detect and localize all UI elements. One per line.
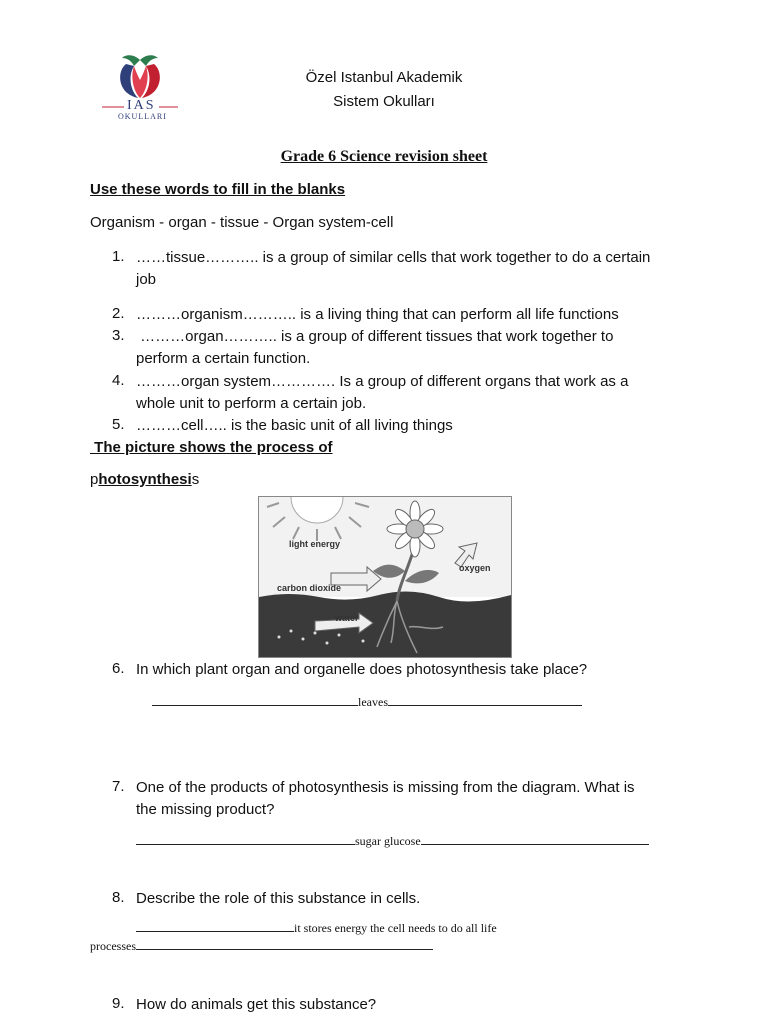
item-number: 1. [112,248,125,265]
answer-text: hotosynthesi [98,471,192,488]
logo-text: IAS [124,98,159,114]
item-text: ………organism……….. is a living thing that can perform all life functions [136,306,619,323]
photosynthesis-diagram [258,496,512,658]
answer-text: leaves [358,695,388,709]
instruction-heading: Use these words to fill in the blanks [90,181,346,198]
question-text: In which plant organ and organelle does photosynthesis take place? [136,661,588,678]
item-number: 5. [112,416,125,433]
answer-text-cont: processes [90,939,136,953]
answer-line-8a [136,920,497,936]
question-number: 9. [112,995,125,1012]
question-text: How do animals get this substance? [136,996,377,1013]
question-text: Describe the role of this substance in cells. [136,890,421,907]
item-number: 3. [112,327,125,344]
label-oxygen: oxygen [459,563,491,573]
answer-suffix: s [191,471,200,488]
school-name-line1: Özel Istanbul Akademik [305,69,463,86]
item-number: 4. [112,372,125,389]
label-light-energy: light energy [289,539,341,549]
label-water: water [335,613,359,623]
logo-subtext: OKULLARI [118,112,167,121]
question-number: 8. [112,889,125,906]
answer-line-8b [90,938,433,954]
item-text: ………cell….. is the basic unit of all living things [136,417,453,434]
item-text: ………organ……….. is a group of different tissues that work together to [136,328,614,345]
school-logo [98,52,182,122]
answer-line-6 [152,694,582,710]
item-text-cont: job [136,271,157,288]
item-text-cont: perform a certain function. [136,350,311,367]
school-name-line2: Sistem Okulları [333,93,435,110]
question-number: 7. [112,778,125,795]
answer-prefix: p [90,471,99,488]
diagram-illustration [259,497,511,657]
answer-text: it stores energy the cell needs to do all life [294,921,497,935]
word-bank: Organism - organ - tissue - Organ system-cell [90,214,394,231]
page-title: Grade 6 Science revision sheet [280,148,488,165]
item-number: 2. [112,305,125,322]
label-carbon-dioxide: carbon dioxide [277,583,342,593]
question-text-cont: the missing product? [136,801,275,818]
item-text: ………organ system…………. Is a group of different organs that work as a [136,373,629,390]
item-text: ……tissue……….. is a group of similar cells that work together to do a certain [136,249,651,266]
picture-answer [90,471,199,488]
question-text: One of the products of photosynthesis is missing from the diagram. What is [136,779,635,796]
item-text-cont: whole unit to perform a certain job. [136,395,367,412]
answer-line-7 [136,833,649,849]
answer-text: sugar glucose [355,834,421,848]
picture-heading: The picture shows the process of [90,439,333,456]
question-number: 6. [112,660,125,677]
